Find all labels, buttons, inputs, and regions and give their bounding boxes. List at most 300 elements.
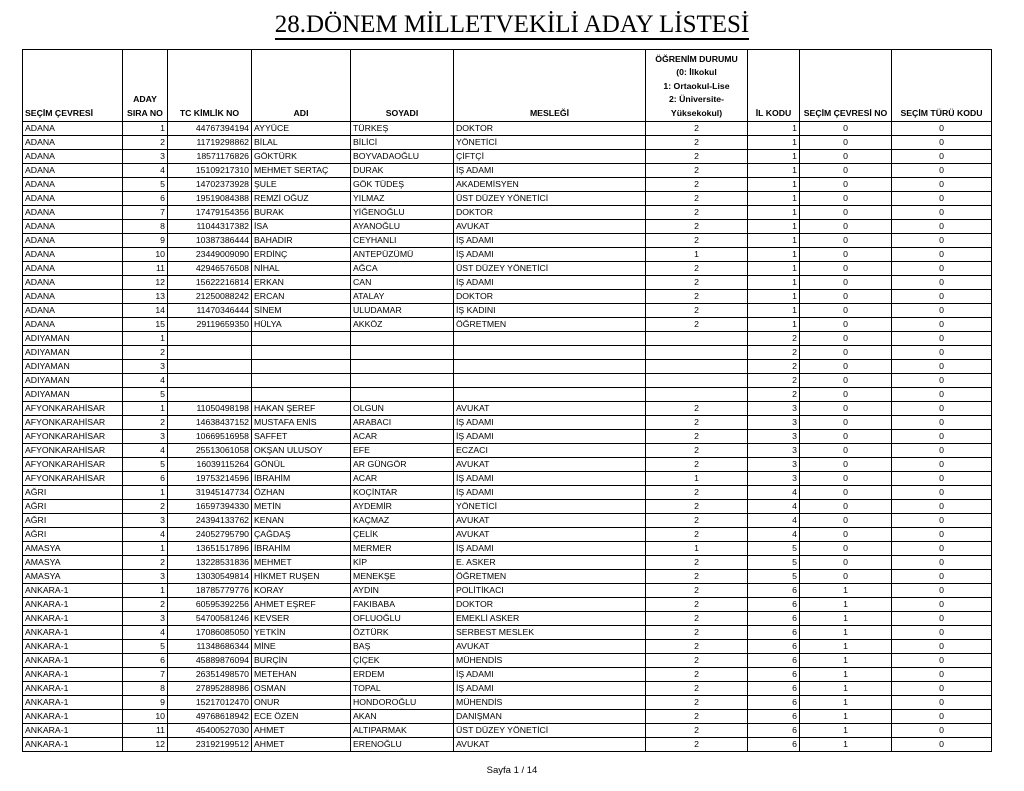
cell-ogrenim: 1 (646, 248, 748, 262)
cell-soyadi (351, 374, 454, 388)
cell-adi: HİKMET RUŞEN (252, 570, 351, 584)
cell-secim-cevresi-no: 0 (800, 248, 892, 262)
cell-secim-turu-kodu: 0 (892, 416, 992, 430)
cell-soyadi: ÇİÇEK (351, 654, 454, 668)
cell-il-kodu: 2 (748, 332, 800, 346)
table-row (23, 612, 992, 626)
cell-il-kodu: 6 (748, 584, 800, 598)
header-ogrenim-line2: (0: İlkokul (676, 67, 717, 77)
cell-secim-turu-kodu: 0 (892, 556, 992, 570)
table-row (23, 486, 992, 500)
cell-adi (252, 360, 351, 374)
cell-secim-turu-kodu: 0 (892, 374, 992, 388)
cell-secim-cevresi: ANKARA-1 (23, 626, 123, 640)
cell-secim-turu-kodu: 0 (892, 710, 992, 724)
cell-secim-turu-kodu: 0 (892, 696, 992, 710)
cell-meslek: ÖĞRETMEN (454, 318, 646, 332)
cell-il-kodu: 1 (748, 136, 800, 150)
cell-secim-cevresi: AMASYA (23, 570, 123, 584)
table-row (23, 556, 992, 570)
cell-sira-no: 1 (123, 542, 168, 556)
cell-tc: 16597394330 (168, 500, 252, 514)
table-row (23, 248, 992, 262)
cell-secim-cevresi: ADANA (23, 136, 123, 150)
cell-soyadi: AKKÖZ (351, 318, 454, 332)
cell-soyadi: BOYVADAOĞLU (351, 150, 454, 164)
table-row (23, 402, 992, 416)
cell-soyadi: MERMER (351, 542, 454, 556)
header-il-kodu: İL KODU (748, 50, 800, 122)
cell-soyadi: TÜRKEŞ (351, 122, 454, 136)
cell-tc (168, 346, 252, 360)
cell-sira-no: 5 (123, 178, 168, 192)
cell-ogrenim: 2 (646, 220, 748, 234)
cell-secim-turu-kodu: 0 (892, 290, 992, 304)
cell-ogrenim: 2 (646, 556, 748, 570)
cell-secim-cevresi-no: 0 (800, 346, 892, 360)
cell-tc: 26351498570 (168, 668, 252, 682)
cell-ogrenim: 1 (646, 542, 748, 556)
cell-meslek: SERBEST MESLEK (454, 626, 646, 640)
cell-secim-turu-kodu: 0 (892, 178, 992, 192)
cell-soyadi (351, 360, 454, 374)
cell-ogrenim (646, 374, 748, 388)
cell-tc (168, 374, 252, 388)
cell-meslek: AVUKAT (454, 220, 646, 234)
cell-il-kodu: 2 (748, 346, 800, 360)
table-row (23, 682, 992, 696)
cell-secim-turu-kodu: 0 (892, 444, 992, 458)
cell-tc: 10387386444 (168, 234, 252, 248)
cell-tc: 14638437152 (168, 416, 252, 430)
cell-secim-turu-kodu: 0 (892, 430, 992, 444)
cell-il-kodu: 6 (748, 696, 800, 710)
cell-secim-cevresi-no: 1 (800, 584, 892, 598)
cell-ogrenim: 2 (646, 192, 748, 206)
cell-adi: METİN (252, 500, 351, 514)
cell-sira-no: 1 (123, 332, 168, 346)
page-title (0, 9, 1024, 41)
cell-sira-no: 1 (123, 486, 168, 500)
cell-il-kodu: 6 (748, 724, 800, 738)
header-ogrenim-durumu (646, 50, 748, 122)
cell-meslek: POLİTİKACI (454, 584, 646, 598)
header-ogrenim-line1: ÖĞRENİM DURUMU (655, 53, 738, 64)
cell-sira-no: 12 (123, 738, 168, 752)
cell-soyadi (351, 332, 454, 346)
cell-meslek: ÖĞRETMEN (454, 570, 646, 584)
cell-ogrenim: 2 (646, 458, 748, 472)
cell-ogrenim: 2 (646, 528, 748, 542)
cell-meslek: EMEKLİ ASKER (454, 612, 646, 626)
cell-soyadi: KOÇİNTAR (351, 486, 454, 500)
cell-secim-cevresi: AFYONKARAHİSAR (23, 458, 123, 472)
cell-secim-cevresi-no: 0 (800, 122, 892, 136)
cell-ogrenim: 2 (646, 276, 748, 290)
cell-meslek: MÜHENDİS (454, 654, 646, 668)
cell-secim-turu-kodu: 0 (892, 248, 992, 262)
cell-il-kodu: 1 (748, 164, 800, 178)
cell-secim-cevresi-no: 1 (800, 640, 892, 654)
cell-secim-cevresi-no: 0 (800, 304, 892, 318)
cell-meslek: AVUKAT (454, 640, 646, 654)
cell-ogrenim (646, 360, 748, 374)
header-secim-cevresi: SEÇİM ÇEVRESİ (23, 50, 123, 122)
cell-secim-cevresi: ADANA (23, 262, 123, 276)
cell-il-kodu: 1 (748, 234, 800, 248)
cell-adi: BİLAL (252, 136, 351, 150)
cell-ogrenim: 2 (646, 626, 748, 640)
table-row (23, 374, 992, 388)
cell-tc: 45889876094 (168, 654, 252, 668)
cell-adi: ŞULE (252, 178, 351, 192)
cell-soyadi: ÇELİK (351, 528, 454, 542)
cell-soyadi: YILMAZ (351, 192, 454, 206)
cell-tc: 42946576508 (168, 262, 252, 276)
cell-adi: OSMAN (252, 682, 351, 696)
cell-secim-turu-kodu: 0 (892, 304, 992, 318)
cell-secim-cevresi-no: 0 (800, 514, 892, 528)
cell-adi: İBRAHİM (252, 542, 351, 556)
cell-secim-cevresi-no: 0 (800, 234, 892, 248)
cell-secim-cevresi-no: 0 (800, 500, 892, 514)
cell-secim-cevresi: AĞRI (23, 514, 123, 528)
cell-secim-cevresi: ANKARA-1 (23, 710, 123, 724)
cell-adi: KENAN (252, 514, 351, 528)
cell-secim-cevresi-no: 0 (800, 570, 892, 584)
cell-meslek: E. ASKER (454, 556, 646, 570)
cell-il-kodu: 1 (748, 262, 800, 276)
cell-secim-cevresi-no: 1 (800, 598, 892, 612)
table-row (23, 472, 992, 486)
cell-ogrenim: 2 (646, 584, 748, 598)
cell-secim-cevresi-no: 1 (800, 724, 892, 738)
cell-secim-cevresi: ADANA (23, 122, 123, 136)
cell-ogrenim (646, 332, 748, 346)
cell-sira-no: 11 (123, 724, 168, 738)
table-row (23, 430, 992, 444)
cell-sira-no: 3 (123, 570, 168, 584)
cell-tc: 23192199512 (168, 738, 252, 752)
cell-ogrenim: 2 (646, 640, 748, 654)
cell-adi: REMZİ OĞUZ (252, 192, 351, 206)
cell-ogrenim: 1 (646, 472, 748, 486)
cell-ogrenim: 2 (646, 514, 748, 528)
cell-ogrenim: 2 (646, 136, 748, 150)
table-row (23, 444, 992, 458)
cell-secim-cevresi-no: 0 (800, 444, 892, 458)
cell-il-kodu: 1 (748, 318, 800, 332)
cell-secim-cevresi-no: 0 (800, 150, 892, 164)
cell-ogrenim: 2 (646, 164, 748, 178)
cell-secim-cevresi: ANKARA-1 (23, 654, 123, 668)
cell-soyadi: MENEKŞE (351, 570, 454, 584)
cell-secim-cevresi-no: 0 (800, 332, 892, 346)
cell-secim-cevresi: ANKARA-1 (23, 738, 123, 752)
cell-sira-no: 6 (123, 192, 168, 206)
table-row (23, 262, 992, 276)
cell-meslek: DOKTOR (454, 598, 646, 612)
cell-secim-cevresi: AFYONKARAHİSAR (23, 430, 123, 444)
table-row (23, 416, 992, 430)
cell-secim-cevresi: ADANA (23, 304, 123, 318)
cell-secim-cevresi: AĞRI (23, 500, 123, 514)
table-row (23, 514, 992, 528)
cell-meslek: YÖNETİCİ (454, 500, 646, 514)
cell-ogrenim: 2 (646, 500, 748, 514)
cell-il-kodu: 6 (748, 640, 800, 654)
cell-il-kodu: 6 (748, 668, 800, 682)
table-row (23, 500, 992, 514)
cell-tc: 14702373928 (168, 178, 252, 192)
cell-secim-turu-kodu: 0 (892, 206, 992, 220)
cell-soyadi: ACAR (351, 430, 454, 444)
cell-secim-cevresi: AĞRI (23, 486, 123, 500)
cell-secim-cevresi: ADANA (23, 164, 123, 178)
cell-tc (168, 332, 252, 346)
cell-ogrenim: 2 (646, 668, 748, 682)
cell-il-kodu: 4 (748, 500, 800, 514)
cell-soyadi: KİP (351, 556, 454, 570)
cell-soyadi: ATALAY (351, 290, 454, 304)
cell-meslek (454, 332, 646, 346)
cell-ogrenim: 2 (646, 402, 748, 416)
cell-sira-no: 1 (123, 402, 168, 416)
cell-tc: 31945147734 (168, 486, 252, 500)
candidate-table (22, 49, 992, 752)
cell-il-kodu: 1 (748, 276, 800, 290)
cell-secim-cevresi-no: 0 (800, 290, 892, 304)
table-row (23, 598, 992, 612)
cell-sira-no: 5 (123, 458, 168, 472)
cell-secim-turu-kodu: 0 (892, 584, 992, 598)
cell-soyadi: OLGUN (351, 402, 454, 416)
cell-secim-turu-kodu: 0 (892, 738, 992, 752)
table-row (23, 654, 992, 668)
cell-sira-no: 14 (123, 304, 168, 318)
cell-secim-turu-kodu: 0 (892, 164, 992, 178)
cell-il-kodu: 1 (748, 122, 800, 136)
cell-adi: İBRAHİM (252, 472, 351, 486)
cell-secim-turu-kodu: 0 (892, 332, 992, 346)
cell-sira-no: 12 (123, 276, 168, 290)
cell-sira-no: 15 (123, 318, 168, 332)
cell-adi: KORAY (252, 584, 351, 598)
cell-tc: 27895288986 (168, 682, 252, 696)
cell-sira-no: 1 (123, 122, 168, 136)
table-row (23, 542, 992, 556)
cell-tc: 15109217310 (168, 164, 252, 178)
cell-il-kodu: 2 (748, 360, 800, 374)
cell-ogrenim: 2 (646, 304, 748, 318)
cell-secim-cevresi: AFYONKARAHİSAR (23, 472, 123, 486)
cell-meslek: İŞ ADAMI (454, 682, 646, 696)
header-aday-line2: SIRA NO (127, 107, 163, 118)
cell-tc: 18571176826 (168, 150, 252, 164)
cell-secim-cevresi-no: 0 (800, 402, 892, 416)
cell-il-kodu: 1 (748, 192, 800, 206)
cell-adi: MEHMET SERTAÇ (252, 164, 351, 178)
cell-sira-no: 4 (123, 528, 168, 542)
cell-ogrenim: 2 (646, 654, 748, 668)
cell-il-kodu: 6 (748, 654, 800, 668)
cell-sira-no: 4 (123, 444, 168, 458)
header-secim-turu-kodu: SEÇİM TÜRÜ KODU (892, 50, 992, 122)
cell-secim-turu-kodu: 0 (892, 668, 992, 682)
cell-sira-no: 3 (123, 430, 168, 444)
cell-tc: 11719298862 (168, 136, 252, 150)
cell-secim-turu-kodu: 0 (892, 122, 992, 136)
cell-secim-cevresi-no: 0 (800, 262, 892, 276)
cell-soyadi: YİĞENOĞLU (351, 206, 454, 220)
cell-sira-no: 2 (123, 416, 168, 430)
cell-secim-cevresi: ANKARA-1 (23, 584, 123, 598)
cell-secim-turu-kodu: 0 (892, 500, 992, 514)
cell-sira-no: 2 (123, 136, 168, 150)
cell-soyadi: AR GÜNGÖR (351, 458, 454, 472)
cell-meslek (454, 346, 646, 360)
header-adi: ADI (252, 50, 351, 122)
cell-sira-no: 3 (123, 360, 168, 374)
cell-meslek: İŞ ADAMI (454, 416, 646, 430)
cell-secim-turu-kodu: 0 (892, 598, 992, 612)
cell-adi: ÇAĞDAŞ (252, 528, 351, 542)
cell-secim-turu-kodu: 0 (892, 458, 992, 472)
cell-sira-no: 3 (123, 612, 168, 626)
cell-adi: YETKİN (252, 626, 351, 640)
cell-secim-turu-kodu: 0 (892, 542, 992, 556)
table-row (23, 304, 992, 318)
cell-secim-cevresi: AĞRI (23, 528, 123, 542)
cell-soyadi: ERENOĞLU (351, 738, 454, 752)
cell-tc: 21250088242 (168, 290, 252, 304)
cell-tc: 25513061058 (168, 444, 252, 458)
cell-secim-cevresi: ANKARA-1 (23, 696, 123, 710)
cell-ogrenim: 2 (646, 696, 748, 710)
table-row (23, 276, 992, 290)
cell-secim-cevresi: ANKARA-1 (23, 682, 123, 696)
cell-meslek: İŞ ADAMI (454, 234, 646, 248)
cell-adi: GÖNÜL (252, 458, 351, 472)
header-ogrenim-line5: Yüksekokul) (670, 107, 723, 118)
cell-secim-cevresi-no: 0 (800, 136, 892, 150)
cell-tc (168, 388, 252, 402)
cell-meslek: DOKTOR (454, 290, 646, 304)
cell-tc: 18785779776 (168, 584, 252, 598)
cell-tc: 60595392256 (168, 598, 252, 612)
cell-secim-turu-kodu: 0 (892, 318, 992, 332)
cell-ogrenim: 2 (646, 430, 748, 444)
cell-ogrenim: 2 (646, 444, 748, 458)
cell-adi (252, 346, 351, 360)
cell-soyadi: ULUDAMAR (351, 304, 454, 318)
cell-ogrenim: 2 (646, 598, 748, 612)
cell-adi: SİNEM (252, 304, 351, 318)
cell-tc: 19519084388 (168, 192, 252, 206)
page-title-text: 28.DÖNEM MİLLETVEKİLİ ADAY LİSTESİ (274, 11, 750, 38)
cell-secim-cevresi: ADANA (23, 220, 123, 234)
cell-il-kodu: 1 (748, 248, 800, 262)
cell-adi: AHMET EŞREF (252, 598, 351, 612)
cell-soyadi: BAŞ (351, 640, 454, 654)
cell-tc: 54700581246 (168, 612, 252, 626)
cell-sira-no: 7 (123, 206, 168, 220)
cell-meslek: İŞ ADAMI (454, 430, 646, 444)
cell-tc: 11348686344 (168, 640, 252, 654)
cell-meslek: ECZACI (454, 444, 646, 458)
header-meslegi: MESLEĞİ (454, 50, 646, 122)
header-tc-kimlik-no: TC KİMLİK NO (168, 50, 252, 122)
cell-sira-no: 8 (123, 220, 168, 234)
cell-soyadi: OFLUOĞLU (351, 612, 454, 626)
cell-soyadi: ACAR (351, 472, 454, 486)
cell-soyadi: ÖZTÜRK (351, 626, 454, 640)
table-row (23, 388, 992, 402)
cell-secim-turu-kodu: 0 (892, 570, 992, 584)
cell-secim-turu-kodu: 0 (892, 654, 992, 668)
cell-secim-turu-kodu: 0 (892, 682, 992, 696)
cell-secim-cevresi-no: 0 (800, 542, 892, 556)
cell-il-kodu: 4 (748, 528, 800, 542)
cell-il-kodu: 5 (748, 570, 800, 584)
cell-secim-cevresi-no: 1 (800, 696, 892, 710)
cell-ogrenim: 2 (646, 122, 748, 136)
cell-secim-cevresi: ADANA (23, 150, 123, 164)
cell-sira-no: 2 (123, 500, 168, 514)
cell-secim-cevresi-no: 0 (800, 206, 892, 220)
cell-tc: 11044317382 (168, 220, 252, 234)
cell-sira-no: 8 (123, 682, 168, 696)
cell-secim-turu-kodu: 0 (892, 626, 992, 640)
cell-tc: 17479154356 (168, 206, 252, 220)
table-row (23, 234, 992, 248)
cell-secim-turu-kodu: 0 (892, 612, 992, 626)
cell-tc: 23449009090 (168, 248, 252, 262)
cell-secim-turu-kodu: 0 (892, 192, 992, 206)
cell-soyadi: AYDIN (351, 584, 454, 598)
cell-secim-turu-kodu: 0 (892, 388, 992, 402)
header-secim-cevresi-no: SEÇİM ÇEVRESİ NO (800, 50, 892, 122)
cell-soyadi: ALTIPARMAK (351, 724, 454, 738)
table-row (23, 710, 992, 724)
cell-soyadi: ANTEPÜZÜMÜ (351, 248, 454, 262)
cell-meslek (454, 360, 646, 374)
cell-meslek: AVUKAT (454, 514, 646, 528)
page-footer: Sayfa 1 / 14 (486, 765, 538, 776)
cell-secim-cevresi-no: 0 (800, 388, 892, 402)
cell-meslek (454, 388, 646, 402)
cell-ogrenim: 2 (646, 612, 748, 626)
cell-adi (252, 388, 351, 402)
table-row (23, 178, 992, 192)
table-row (23, 668, 992, 682)
cell-meslek: ÇİFTÇİ (454, 150, 646, 164)
table-row (23, 122, 992, 136)
table-row (23, 696, 992, 710)
cell-secim-turu-kodu: 0 (892, 472, 992, 486)
cell-tc (168, 360, 252, 374)
cell-meslek: ÜST DÜZEY YÖNETİCİ (454, 262, 646, 276)
cell-sira-no: 9 (123, 234, 168, 248)
cell-meslek: AVUKAT (454, 528, 646, 542)
table-row (23, 640, 992, 654)
cell-ogrenim: 2 (646, 234, 748, 248)
cell-secim-turu-kodu: 0 (892, 276, 992, 290)
cell-adi (252, 374, 351, 388)
cell-secim-cevresi-no: 0 (800, 556, 892, 570)
cell-tc: 13651517896 (168, 542, 252, 556)
cell-ogrenim (646, 388, 748, 402)
